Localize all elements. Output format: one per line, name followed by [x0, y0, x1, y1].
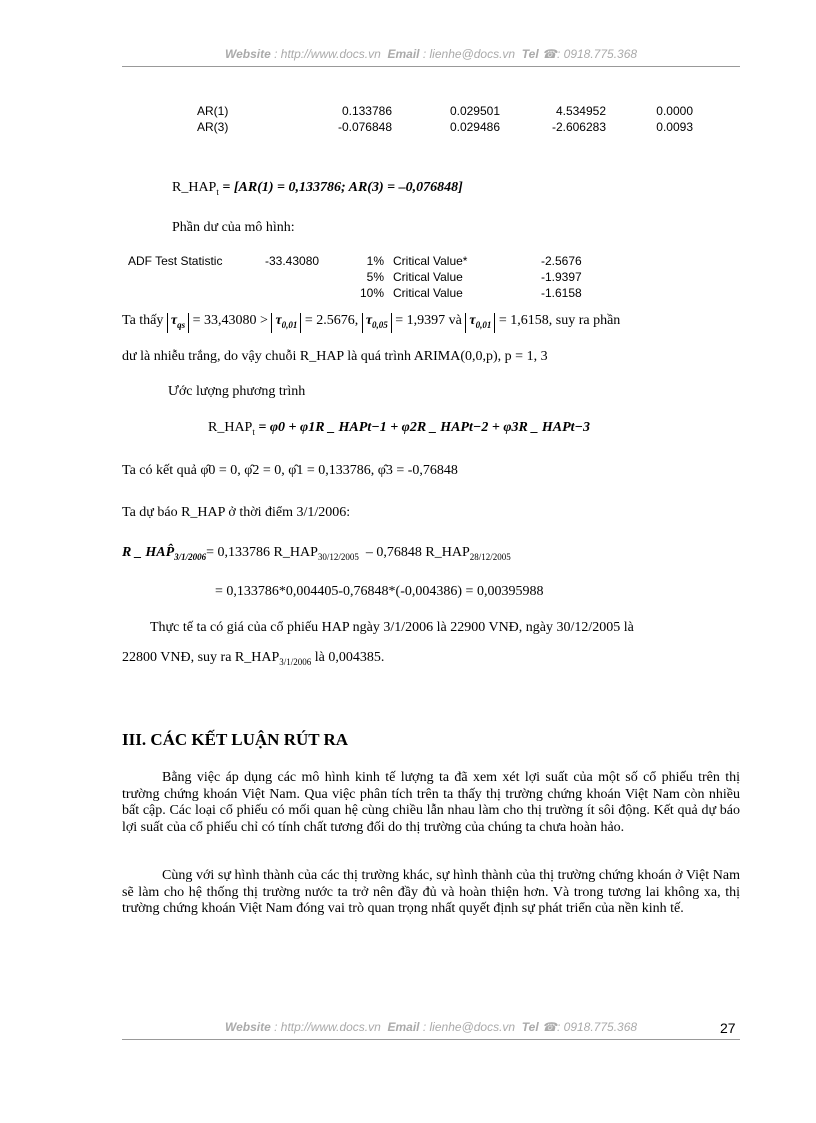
tau-sub: 0,01 [475, 319, 492, 330]
eq-lhs: R _ HAP̂ [122, 545, 175, 560]
ar-coef: 0.133786 [341, 104, 392, 118]
text: = 33,43080 > [192, 313, 268, 328]
conclusion-paragraph-2: Cùng với sự hình thành của các thị trường khác, sự hình thành của thị trường chứng khoán ở Việt Nam sẽ làm cho hệ thống thị trường nước ta trở nên đầy đủ và hoàn thiện hơn. Và trong tương lai không xa, thị trường chứng khoán Việt Nam đóng vai trò quan trọng nhất quyết định sự phát triển của nền kinh tế. [122, 868, 740, 916]
conclusion-paragraph-1: Bằng việc áp dụng các mô hình kinh tế lượng ta đã xem xét lợi suất của một số cổ phiếu trên thị trường chứng khoán Việt Nam. Qua việc phân tích trên ta thấy thị trường chứng khoán Việt Nam còn nhiều bất cập. Các loại cổ phiếu có mối quan hệ cùng chiều lẫn nhau làm cho thị trường ít sôi động. Kết quả dự báo lợi suất của cổ phiếu chỉ có tính chất tương đối do thị trường của chúng ta chưa hoàn hảo. [122, 770, 740, 835]
website-label: Website [224, 47, 271, 61]
tel-label: Tel [521, 47, 539, 61]
adf-cv: Critical Value* [393, 254, 468, 268]
ar-tstat: -2.606283 [551, 120, 606, 134]
actual-line-2 [122, 650, 384, 667]
eq-rhs: = [AR(1) = 0,133786; AR(3) = –0,076848] [222, 180, 463, 195]
email-link[interactable]: lienhe@docs.vn [429, 47, 516, 61]
comparison-line [122, 313, 620, 333]
text: = 1,9397 và [395, 313, 462, 328]
estimate-label: Ước lượng phương trình [168, 384, 306, 399]
ar-tstat: 4.534952 [555, 104, 606, 118]
tel-number: 0918.775.368 [563, 1020, 638, 1034]
adf-cv: Critical Value [393, 270, 463, 284]
sub: 3/1/2006 [279, 656, 312, 667]
eq-lhs: R_HAP [208, 420, 253, 435]
tau-sub: qs [177, 319, 186, 330]
text: = 2.5676, [304, 313, 359, 328]
ar-name: AR(3) [197, 120, 229, 134]
abs-tau [271, 313, 301, 333]
adf-pct: 10% [359, 286, 384, 300]
text: Ta thấy [122, 313, 164, 328]
ar-coef: -0.076848 [337, 120, 392, 134]
adf-cv-value: -1.6158 [541, 286, 582, 300]
eq-lhs: R_HAP [172, 180, 217, 195]
page-footer: Website : http://www.docs.vn Email : lienhe@docs.vn Tel ☎: 0918.775.368 [224, 1020, 638, 1034]
adf-value: -33.43080 [265, 254, 320, 268]
text: là 0,004385. [314, 650, 385, 665]
forecast-equation [122, 545, 511, 562]
eq-sub: 28/12/2005 [469, 551, 511, 562]
tau: τ [275, 313, 282, 328]
tau: τ [469, 313, 476, 328]
forecast-computation: = 0,133786*0,004405-0,76848*(-0,004386) = 0,00395988 [215, 584, 544, 599]
eq-sub: 30/12/2005 [317, 551, 359, 562]
adf-pct: 5% [366, 270, 384, 284]
adf-pct: 1% [366, 254, 384, 268]
adf-label: ADF Test Statistic [128, 254, 223, 268]
eq-sub: t [252, 426, 255, 437]
phone-icon: ☎ [542, 1020, 557, 1034]
tau-sub: 0,05 [372, 319, 388, 330]
adf-cv-value: -2.5676 [541, 254, 582, 268]
header-rule [122, 66, 740, 67]
tau: τ [365, 313, 373, 328]
forecast-label: Ta dự báo R_HAP ở thời điểm 3/1/2006: [122, 505, 351, 520]
email-label: Email [387, 47, 420, 61]
phone-icon: ☎ [542, 47, 557, 61]
actual-line-1: Thực tế ta có giá của cổ phiếu HAP ngày 3/1/2006 là 22900 VNĐ, ngày 30/12/2005 là [150, 620, 634, 635]
eq-term: = 0,133786 R_HAP [206, 545, 318, 560]
equation-ar [172, 180, 463, 197]
tel-number: 0918.775.368 [563, 47, 638, 61]
tel-label: Tel [521, 1020, 539, 1034]
website-url[interactable]: http://www.docs.vn [280, 47, 381, 61]
website-url[interactable]: http://www.docs.vn [280, 1020, 381, 1034]
eq-sub: t [216, 186, 219, 197]
residual-label: Phần dư của mô hình: [172, 220, 295, 235]
result-line: Ta có kết quả φ̂0 = 0, φ̂2 = 0, φ̂1 = 0,133786, φ̂3 = -0,76848 [122, 463, 458, 478]
abs-tau [167, 313, 189, 333]
tau: τ [170, 313, 178, 328]
section-title: III. CÁC KẾT LUẬN RÚT RA [122, 730, 349, 749]
page-header: Website : http://www.docs.vn Email : lienhe@docs.vn Tel ☎: 0918.775.368 [224, 47, 638, 61]
email-label: Email [387, 1020, 420, 1034]
website-label: Website [224, 1020, 271, 1034]
text: 22800 VNĐ, suy ra R_HAP [122, 650, 280, 665]
eq-rhs: = φ0 + φ1R _ HAPt−1 + φ2R _ HAPt−2 + φ3R _ HAPt−3 [258, 420, 591, 435]
adf-cv-value: -1.9397 [541, 270, 582, 284]
equation-arima [208, 420, 590, 437]
ar-stderr: 0.029486 [449, 120, 500, 134]
conclusion-line: dư là nhiễu trắng, do vậy chuỗi R_HAP là quá trình ARIMA(0,0,p), p = 1, 3 [122, 349, 548, 364]
ar-name: AR(1) [197, 104, 229, 118]
ar-stderr: 0.029501 [449, 104, 500, 118]
page-number: 27 [720, 1020, 736, 1036]
abs-tau [465, 313, 495, 333]
eq-term: – 0,76848 R_HAP [365, 545, 470, 560]
tau-sub: 0,01 [281, 319, 298, 330]
eq-sub: 3/1/2006 [174, 551, 207, 562]
footer-rule [122, 1039, 740, 1040]
adf-cv: Critical Value [393, 286, 463, 300]
email-link[interactable]: lienhe@docs.vn [429, 1020, 516, 1034]
abs-tau [362, 313, 392, 333]
text: = 1,6158, suy ra phần [498, 313, 621, 328]
ar-prob: 0.0093 [656, 120, 693, 134]
ar-prob: 0.0000 [656, 104, 693, 118]
